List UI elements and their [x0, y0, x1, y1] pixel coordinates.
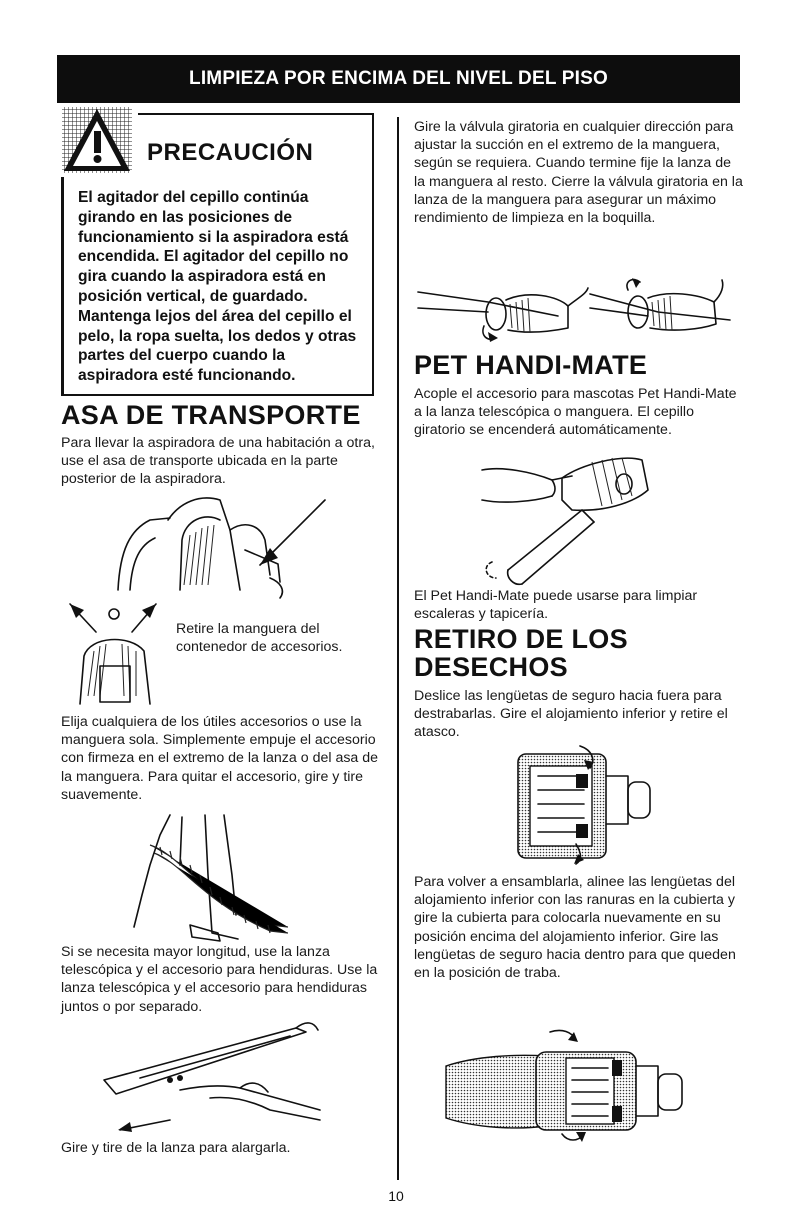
debris-heading-line1: RETIRO DE LOS [414, 624, 628, 654]
caution-title: PRECAUCIÓN [147, 139, 314, 166]
hose-use-illustration [120, 815, 290, 945]
carry-heading: ASA DE TRANSPORTE [61, 400, 361, 430]
warning-triangle-icon [56, 105, 138, 177]
pet-text: Acople el accesorio para mascotas Pet Handi-Mate a la lanza telescópica o manguera. El cepillo giratorio se encenderá automáticamente. [414, 386, 737, 439]
debris-text: Deslice las lengüetas de seguro hacia fuera para destrabarlas. Gire el alojamiento inferior y retire el atasco. [414, 688, 728, 741]
pet-handi-mate-illustration [452, 450, 652, 590]
wand-caption: Gire y tire de la lanza para alargarla. [61, 1140, 291, 1156]
caution-text: El agitador del cepillo continúa girando en las posiciones de funcionamiento si la aspiradora está encendida. El agitador del cepillo no gira cuando la aspiradora está en posición vertical, de guardado. Mantenga lejos del área del cepillo el pelo, la ropa suelta, los dedos y otras partes del cuerpo cuando la aspiradora esté funcionando. [78, 189, 357, 385]
hose-text: Elija cualquiera de los útiles accesorios o use la manguera sola. Simplemente empuje el accesorio con firmeza en el extremo de la lanza o del asa de la manguera. Para quitar el accesorio, gire y tire suavemente. [61, 714, 379, 803]
reassembly-illustration [436, 1026, 696, 1146]
hose-caption: Retire la manguera del contenedor de accesorios. [176, 621, 343, 656]
debris-removal-illustration [500, 746, 660, 866]
reassembly-text: Para volver a ensamblarla, alinee las lengüetas del alojamiento inferior con las ranuras en la cubierta y gire la cubierta para colocarla nuevamente en su posición encima del alojamiento inferior. Gire las lengüetas de seguro hacia dentro para que queden en la posición de traba. [414, 874, 736, 982]
wand-text: Si se necesita mayor longitud, use la lanza telescópica y el accesorio para hendiduras. Use la lanza telescópica y el accesorio para hendiduras juntos o por separado. [61, 944, 378, 1015]
valve-text: Gire la válvula giratoria en cualquier dirección para ajustar la succión en el extremo de la manguera, según se requiera. Cuando termine fije la lanza de la manguera al resto. Cierre la válvula giratoria en la lanza de la manguera para asegurar un máximo rendimiento de limpieza en la boquilla. [414, 119, 743, 227]
swivel-valve-illustration [418, 272, 738, 352]
pet-heading: PET HANDI-MATE [414, 350, 648, 380]
column-divider [397, 117, 399, 1180]
section-header-title: LIMPIEZA POR ENCIMA DEL NIVEL DEL PISO [189, 68, 608, 89]
wand-extend-illustration [100, 1020, 330, 1130]
hose-removal-illustration [60, 596, 170, 706]
debris-heading-line2: DESECHOS [414, 652, 568, 682]
section-header [57, 55, 740, 103]
pet-caption: El Pet Handi-Mate puede usarse para limpiar escaleras y tapicería. [414, 588, 698, 623]
carry-handle-illustration [110, 490, 340, 600]
carry-text: Para llevar la aspiradora de una habitación a otra, use el asa de transporte ubicada en la parte posterior de la aspiradora. [61, 435, 375, 488]
page-number: 10 [388, 1188, 404, 1204]
